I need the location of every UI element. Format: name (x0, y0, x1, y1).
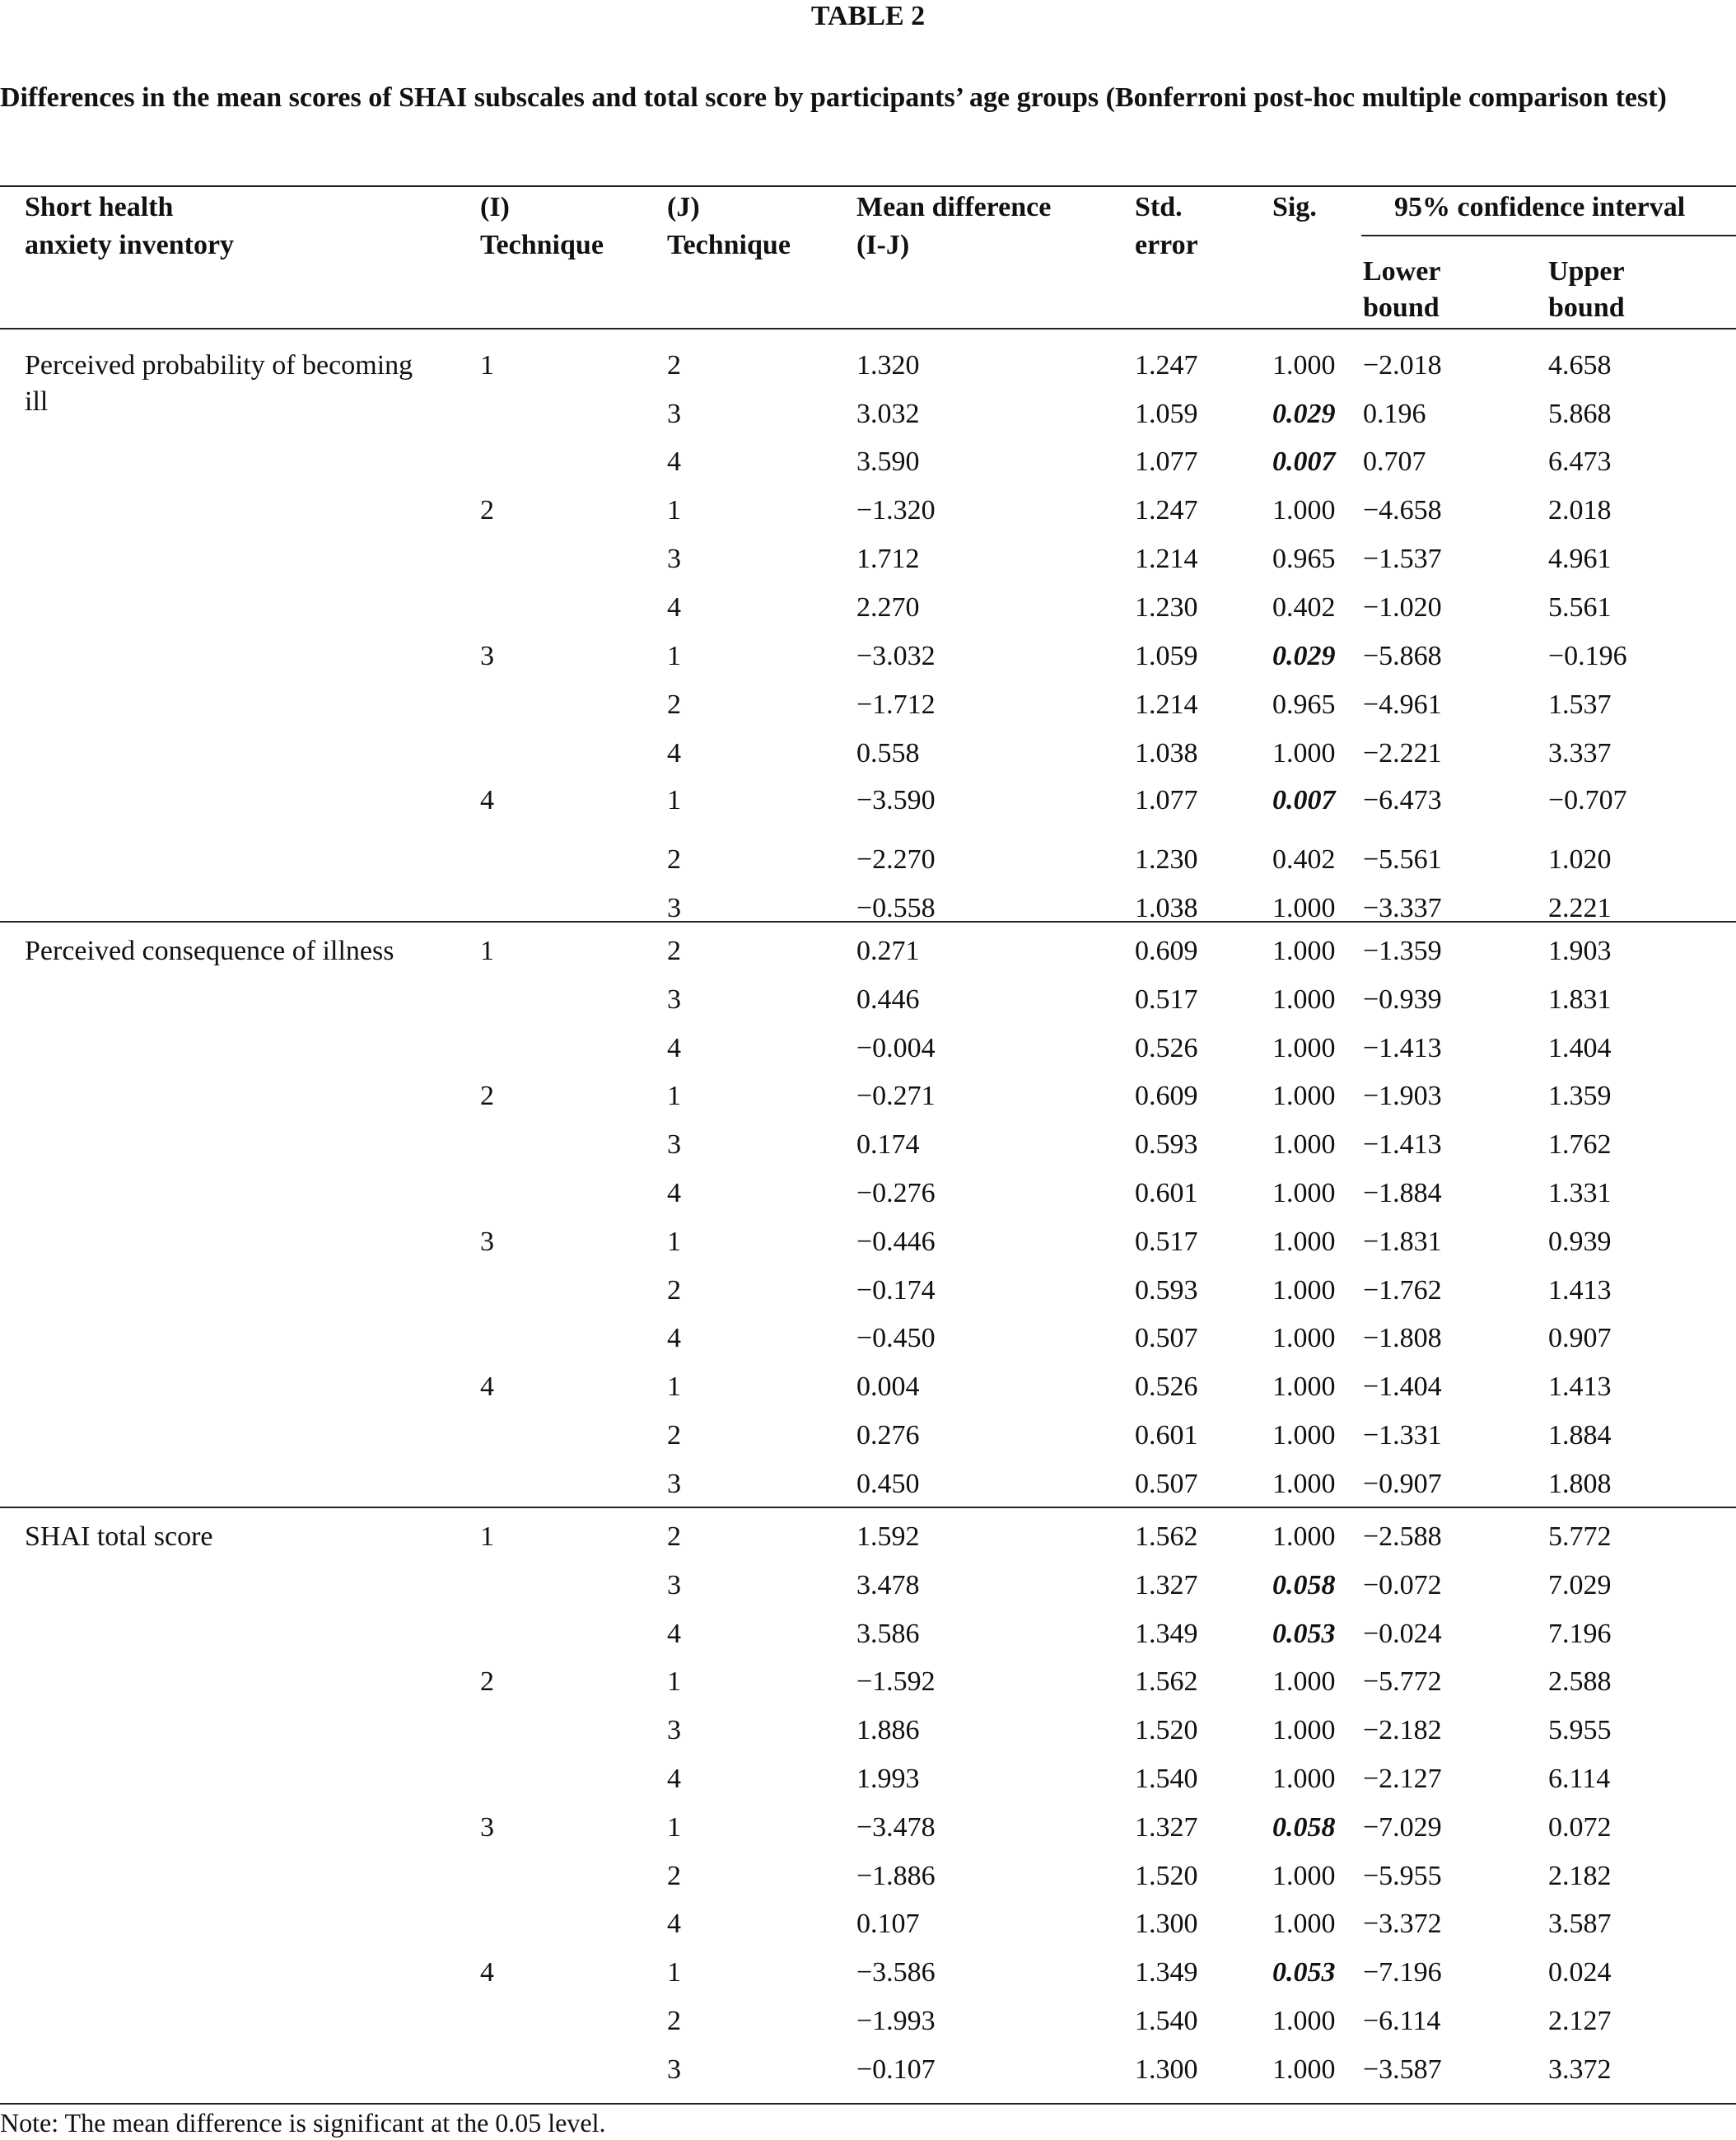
cell-j-technique: 2 (667, 1275, 681, 1306)
cell-mean-difference: 1.712 (856, 544, 920, 574)
cell-upper-bound: 0.024 (1548, 1957, 1612, 1988)
cell-mean-difference: −0.004 (856, 1033, 936, 1063)
cell-std-error: 1.327 (1135, 1812, 1198, 1843)
cell-upper-bound: 1.884 (1548, 1420, 1612, 1451)
header-col2-line2: Technique (480, 230, 604, 260)
cell-j-technique: 2 (667, 689, 681, 720)
cell-lower-bound: 0.196 (1363, 399, 1426, 429)
cell-j-technique: 3 (667, 1715, 681, 1745)
cell-sig: 1.000 (1272, 1033, 1336, 1063)
cell-j-technique: 3 (667, 1570, 681, 1600)
cell-sig: 1.000 (1272, 1469, 1336, 1499)
cell-std-error: 1.247 (1135, 350, 1198, 381)
cell-upper-bound: 3.372 (1548, 2054, 1612, 2085)
header-col1-line2: anxiety inventory (25, 230, 235, 260)
cell-std-error: 1.562 (1135, 1666, 1198, 1697)
header-col5-line2: error (1135, 230, 1198, 260)
cell-sig: 1.000 (1272, 893, 1336, 923)
cell-sig: 1.000 (1272, 1129, 1336, 1160)
cell-lower-bound: −0.939 (1363, 984, 1442, 1015)
cell-j-technique: 3 (667, 1129, 681, 1160)
cell-upper-bound: 1.404 (1548, 1033, 1612, 1063)
cell-lower-bound: −2.182 (1363, 1715, 1442, 1745)
cell-mean-difference: 0.450 (856, 1469, 920, 1499)
cell-upper-bound: 2.588 (1548, 1666, 1612, 1697)
cell-sig: 0.053 (1272, 1619, 1336, 1649)
cell-lower-bound: −5.868 (1363, 641, 1442, 671)
cell-sig: 1.000 (1272, 1081, 1336, 1111)
header-ci: 95% confidence interval (1394, 192, 1686, 222)
cell-j-technique: 4 (667, 1033, 681, 1063)
header-col5-line1: Std. (1135, 192, 1183, 222)
cell-mean-difference: −0.450 (856, 1323, 936, 1353)
cell-lower-bound: −7.029 (1363, 1812, 1442, 1843)
cell-upper-bound: 6.473 (1548, 446, 1612, 477)
cell-j-technique: 2 (667, 1861, 681, 1891)
cell-sig: 1.000 (1272, 2054, 1336, 2085)
cell-mean-difference: −0.558 (856, 893, 936, 923)
cell-j-technique: 2 (667, 936, 681, 966)
cell-lower-bound: −2.221 (1363, 738, 1442, 769)
cell-mean-difference: −1.592 (856, 1666, 936, 1697)
group-name: ill (25, 386, 49, 417)
cell-i-technique: 4 (480, 785, 494, 815)
cell-mean-difference: 0.107 (856, 1909, 920, 1939)
cell-upper-bound: 1.359 (1548, 1081, 1612, 1111)
cell-lower-bound: −1.413 (1363, 1129, 1442, 1160)
cell-mean-difference: −0.276 (856, 1178, 936, 1208)
cell-j-technique: 3 (667, 893, 681, 923)
cell-upper-bound: 7.029 (1548, 1570, 1612, 1600)
cell-upper-bound: 6.114 (1548, 1764, 1611, 1794)
cell-mean-difference: 0.276 (856, 1420, 920, 1451)
cell-mean-difference: 1.993 (856, 1764, 920, 1794)
cell-j-technique: 1 (667, 1812, 681, 1843)
cell-j-technique: 2 (667, 1420, 681, 1451)
cell-upper-bound: 1.020 (1548, 844, 1612, 875)
cell-lower-bound: −1.831 (1363, 1227, 1442, 1257)
cell-i-technique: 1 (480, 1521, 494, 1552)
cell-lower-bound: −2.588 (1363, 1521, 1442, 1552)
cell-lower-bound: −5.561 (1363, 844, 1442, 875)
cell-mean-difference: −1.712 (856, 689, 936, 720)
cell-j-technique: 1 (667, 495, 681, 526)
cell-j-technique: 1 (667, 1227, 681, 1257)
cell-mean-difference: −3.586 (856, 1957, 936, 1988)
cell-mean-difference: −0.107 (856, 2054, 936, 2085)
cell-j-technique: 1 (667, 1081, 681, 1111)
cell-j-technique: 3 (667, 1469, 681, 1499)
cell-lower-bound: −7.196 (1363, 1957, 1442, 1988)
cell-j-technique: 4 (667, 1323, 681, 1353)
cell-sig: 1.000 (1272, 1420, 1336, 1451)
cell-std-error: 1.247 (1135, 495, 1198, 526)
header-col1-line1: Short health (25, 192, 174, 222)
ci-subrule (1361, 235, 1736, 236)
cell-lower-bound: 0.707 (1363, 446, 1426, 477)
cell-lower-bound: −2.018 (1363, 350, 1442, 381)
cell-std-error: 1.214 (1135, 689, 1198, 720)
cell-mean-difference: −0.446 (856, 1227, 936, 1257)
cell-upper-bound: 0.072 (1548, 1812, 1612, 1843)
cell-upper-bound: 4.961 (1548, 544, 1612, 574)
cell-lower-bound: −6.473 (1363, 785, 1442, 815)
cell-mean-difference: −3.032 (856, 641, 936, 671)
cell-j-technique: 3 (667, 399, 681, 429)
cell-sig: 1.000 (1272, 1178, 1336, 1208)
cell-lower-bound: −1.884 (1363, 1178, 1442, 1208)
cell-lower-bound: −1.762 (1363, 1275, 1442, 1306)
cell-lower-bound: −3.587 (1363, 2054, 1442, 2085)
cell-upper-bound: 1.413 (1548, 1371, 1612, 1402)
cell-mean-difference: −0.271 (856, 1081, 936, 1111)
cell-std-error: 1.230 (1135, 592, 1198, 623)
cell-upper-bound: 3.587 (1548, 1909, 1612, 1939)
cell-upper-bound: 0.907 (1548, 1323, 1612, 1353)
cell-sig: 1.000 (1272, 1715, 1336, 1745)
cell-sig: 1.000 (1272, 936, 1336, 966)
cell-std-error: 0.609 (1135, 936, 1198, 966)
header-upper-line2: bound (1548, 292, 1625, 323)
cell-i-technique: 2 (480, 1081, 494, 1111)
cell-lower-bound: −5.772 (1363, 1666, 1442, 1697)
cell-upper-bound: 1.831 (1548, 984, 1612, 1015)
cell-lower-bound: −1.808 (1363, 1323, 1442, 1353)
cell-std-error: 0.593 (1135, 1129, 1198, 1160)
cell-lower-bound: −0.907 (1363, 1469, 1442, 1499)
cell-upper-bound: 2.018 (1548, 495, 1612, 526)
cell-j-technique: 1 (667, 1957, 681, 1988)
cell-sig: 0.029 (1272, 641, 1336, 671)
cell-std-error: 0.517 (1135, 1227, 1198, 1257)
cell-upper-bound: 5.868 (1548, 399, 1612, 429)
cell-std-error: 1.349 (1135, 1619, 1198, 1649)
cell-j-technique: 1 (667, 1371, 681, 1402)
cell-j-technique: 4 (667, 1178, 681, 1208)
cell-i-technique: 2 (480, 1666, 494, 1697)
cell-i-technique: 1 (480, 936, 494, 966)
cell-std-error: 1.327 (1135, 1570, 1198, 1600)
cell-lower-bound: −1.537 (1363, 544, 1442, 574)
cell-j-technique: 2 (667, 844, 681, 875)
cell-i-technique: 2 (480, 495, 494, 526)
cell-sig: 1.000 (1272, 495, 1336, 526)
header-rule (0, 328, 1736, 329)
group-divider-rule (0, 1507, 1736, 1508)
cell-sig: 0.053 (1272, 1957, 1336, 1988)
cell-sig: 1.000 (1272, 1764, 1336, 1794)
cell-std-error: 0.517 (1135, 984, 1198, 1015)
header-lower-line2: bound (1363, 292, 1440, 323)
cell-i-technique: 3 (480, 641, 494, 671)
cell-j-technique: 1 (667, 641, 681, 671)
header-col6: Sig. (1272, 192, 1317, 222)
cell-lower-bound: −5.955 (1363, 1861, 1442, 1891)
cell-sig: 1.000 (1272, 350, 1336, 381)
cell-std-error: 1.059 (1135, 399, 1198, 429)
table-caption: Differences in the mean scores of SHAI subscales and total score by participants’ age groups (Bonferroni post-hoc multiple comparison test) (0, 82, 1667, 113)
cell-std-error: 0.601 (1135, 1420, 1198, 1451)
cell-mean-difference: 0.558 (856, 738, 920, 769)
cell-sig: 0.058 (1272, 1812, 1336, 1843)
cell-i-technique: 3 (480, 1812, 494, 1843)
cell-std-error: 0.507 (1135, 1323, 1198, 1353)
cell-j-technique: 1 (667, 785, 681, 815)
header-lower-line1: Lower (1363, 256, 1441, 287)
cell-sig: 1.000 (1272, 1227, 1336, 1257)
cell-std-error: 1.077 (1135, 785, 1198, 815)
cell-upper-bound: 0.939 (1548, 1227, 1612, 1257)
cell-mean-difference: −1.320 (856, 495, 936, 526)
cell-upper-bound: −0.196 (1548, 641, 1627, 671)
cell-upper-bound: 1.903 (1548, 936, 1612, 966)
header-col3-line1: (J) (667, 192, 700, 222)
cell-sig: 1.000 (1272, 1909, 1336, 1939)
cell-i-technique: 4 (480, 1957, 494, 1988)
cell-lower-bound: −4.961 (1363, 689, 1442, 720)
cell-j-technique: 2 (667, 2006, 681, 2036)
group-name: Perceived consequence of illness (25, 936, 394, 966)
cell-j-technique: 2 (667, 350, 681, 381)
cell-sig: 1.000 (1272, 1275, 1336, 1306)
cell-std-error: 0.601 (1135, 1178, 1198, 1208)
cell-upper-bound: 5.772 (1548, 1521, 1612, 1552)
cell-mean-difference: 1.320 (856, 350, 920, 381)
cell-upper-bound: 1.808 (1548, 1469, 1612, 1499)
cell-lower-bound: −2.127 (1363, 1764, 1442, 1794)
bottom-rule (0, 2103, 1736, 2105)
cell-sig: 1.000 (1272, 1666, 1336, 1697)
cell-mean-difference: 0.004 (856, 1371, 920, 1402)
header-upper-line1: Upper (1548, 256, 1625, 287)
cell-upper-bound: 7.196 (1548, 1619, 1612, 1649)
cell-upper-bound: 1.413 (1548, 1275, 1612, 1306)
cell-std-error: 0.526 (1135, 1033, 1198, 1063)
cell-lower-bound: −0.024 (1363, 1619, 1442, 1649)
cell-sig: 1.000 (1272, 984, 1336, 1015)
cell-std-error: 1.520 (1135, 1715, 1198, 1745)
cell-j-technique: 4 (667, 1764, 681, 1794)
cell-lower-bound: −1.404 (1363, 1371, 1442, 1402)
cell-mean-difference: 3.586 (856, 1619, 920, 1649)
cell-std-error: 1.349 (1135, 1957, 1198, 1988)
cell-upper-bound: 1.331 (1548, 1178, 1612, 1208)
cell-j-technique: 4 (667, 738, 681, 769)
cell-lower-bound: −1.020 (1363, 592, 1442, 623)
cell-sig: 1.000 (1272, 1521, 1336, 1552)
cell-sig: 0.058 (1272, 1570, 1336, 1600)
cell-upper-bound: 2.127 (1548, 2006, 1612, 2036)
cell-upper-bound: 4.658 (1548, 350, 1612, 381)
header-col2-line1: (I) (480, 192, 510, 222)
cell-std-error: 1.300 (1135, 2054, 1198, 2085)
cell-j-technique: 2 (667, 1521, 681, 1552)
cell-std-error: 1.520 (1135, 1861, 1198, 1891)
cell-j-technique: 4 (667, 592, 681, 623)
cell-std-error: 1.300 (1135, 1909, 1198, 1939)
cell-j-technique: 3 (667, 544, 681, 574)
cell-sig: 1.000 (1272, 738, 1336, 769)
cell-mean-difference: 3.590 (856, 446, 920, 477)
cell-j-technique: 1 (667, 1666, 681, 1697)
cell-std-error: 0.593 (1135, 1275, 1198, 1306)
top-rule (0, 185, 1736, 187)
cell-mean-difference: −2.270 (856, 844, 936, 875)
cell-lower-bound: −1.359 (1363, 936, 1442, 966)
cell-std-error: 0.609 (1135, 1081, 1198, 1111)
group-name: SHAI total score (25, 1521, 213, 1552)
header-col4-line2: (I-J) (856, 230, 910, 260)
cell-std-error: 1.038 (1135, 738, 1198, 769)
table-label: TABLE 2 (810, 1, 926, 31)
cell-upper-bound: 1.537 (1548, 689, 1612, 720)
cell-mean-difference: −0.174 (856, 1275, 936, 1306)
cell-mean-difference: 0.446 (856, 984, 920, 1015)
cell-mean-difference: 0.271 (856, 936, 920, 966)
cell-lower-bound: −6.114 (1363, 2006, 1441, 2036)
cell-lower-bound: −1.903 (1363, 1081, 1442, 1111)
cell-lower-bound: −1.413 (1363, 1033, 1442, 1063)
cell-lower-bound: −3.337 (1363, 893, 1442, 923)
cell-std-error: 1.059 (1135, 641, 1198, 671)
cell-upper-bound: 1.762 (1548, 1129, 1612, 1160)
cell-mean-difference: 2.270 (856, 592, 920, 623)
cell-lower-bound: −0.072 (1363, 1570, 1442, 1600)
cell-upper-bound: 3.337 (1548, 738, 1612, 769)
cell-upper-bound: 5.561 (1548, 592, 1612, 623)
cell-mean-difference: −3.478 (856, 1812, 936, 1843)
group-divider-rule (0, 921, 1736, 923)
cell-mean-difference: 3.032 (856, 399, 920, 429)
cell-sig: 0.007 (1272, 785, 1336, 815)
cell-sig: 1.000 (1272, 1861, 1336, 1891)
cell-mean-difference: 0.174 (856, 1129, 920, 1160)
cell-std-error: 1.214 (1135, 544, 1198, 574)
header-col4-line1: Mean difference (856, 192, 1052, 222)
header-col3-line2: Technique (667, 230, 791, 260)
cell-mean-difference: −3.590 (856, 785, 936, 815)
cell-sig: 0.402 (1272, 592, 1336, 623)
cell-std-error: 1.540 (1135, 2006, 1198, 2036)
cell-j-technique: 3 (667, 2054, 681, 2085)
cell-lower-bound: −1.331 (1363, 1420, 1442, 1451)
cell-mean-difference: 1.592 (856, 1521, 920, 1552)
cell-sig: 0.965 (1272, 544, 1336, 574)
cell-sig: 1.000 (1272, 1323, 1336, 1353)
cell-mean-difference: 1.886 (856, 1715, 920, 1745)
cell-j-technique: 4 (667, 1909, 681, 1939)
cell-mean-difference: 3.478 (856, 1570, 920, 1600)
group-name: Perceived probability of becoming (25, 350, 413, 381)
cell-j-technique: 4 (667, 446, 681, 477)
cell-sig: 0.402 (1272, 844, 1336, 875)
cell-i-technique: 3 (480, 1227, 494, 1257)
cell-lower-bound: −3.372 (1363, 1909, 1442, 1939)
cell-sig: 1.000 (1272, 1371, 1336, 1402)
cell-sig: 0.007 (1272, 446, 1336, 477)
cell-mean-difference: −1.886 (856, 1861, 936, 1891)
cell-i-technique: 4 (480, 1371, 494, 1402)
cell-j-technique: 3 (667, 984, 681, 1015)
cell-std-error: 0.507 (1135, 1469, 1198, 1499)
cell-std-error: 1.077 (1135, 446, 1198, 477)
cell-j-technique: 4 (667, 1619, 681, 1649)
cell-lower-bound: −4.658 (1363, 495, 1442, 526)
cell-i-technique: 1 (480, 350, 494, 381)
cell-sig: 0.029 (1272, 399, 1336, 429)
cell-upper-bound: 2.221 (1548, 893, 1612, 923)
cell-std-error: 1.038 (1135, 893, 1198, 923)
cell-std-error: 1.540 (1135, 1764, 1198, 1794)
cell-sig: 0.965 (1272, 689, 1336, 720)
table-note: Note: The mean difference is significant at the 0.05 level. (0, 2108, 606, 2138)
cell-sig: 1.000 (1272, 2006, 1336, 2036)
cell-upper-bound: 2.182 (1548, 1861, 1612, 1891)
cell-upper-bound: −0.707 (1548, 785, 1627, 815)
cell-upper-bound: 5.955 (1548, 1715, 1612, 1745)
cell-std-error: 1.230 (1135, 844, 1198, 875)
cell-mean-difference: −1.993 (856, 2006, 936, 2036)
cell-std-error: 1.562 (1135, 1521, 1198, 1552)
cell-std-error: 0.526 (1135, 1371, 1198, 1402)
